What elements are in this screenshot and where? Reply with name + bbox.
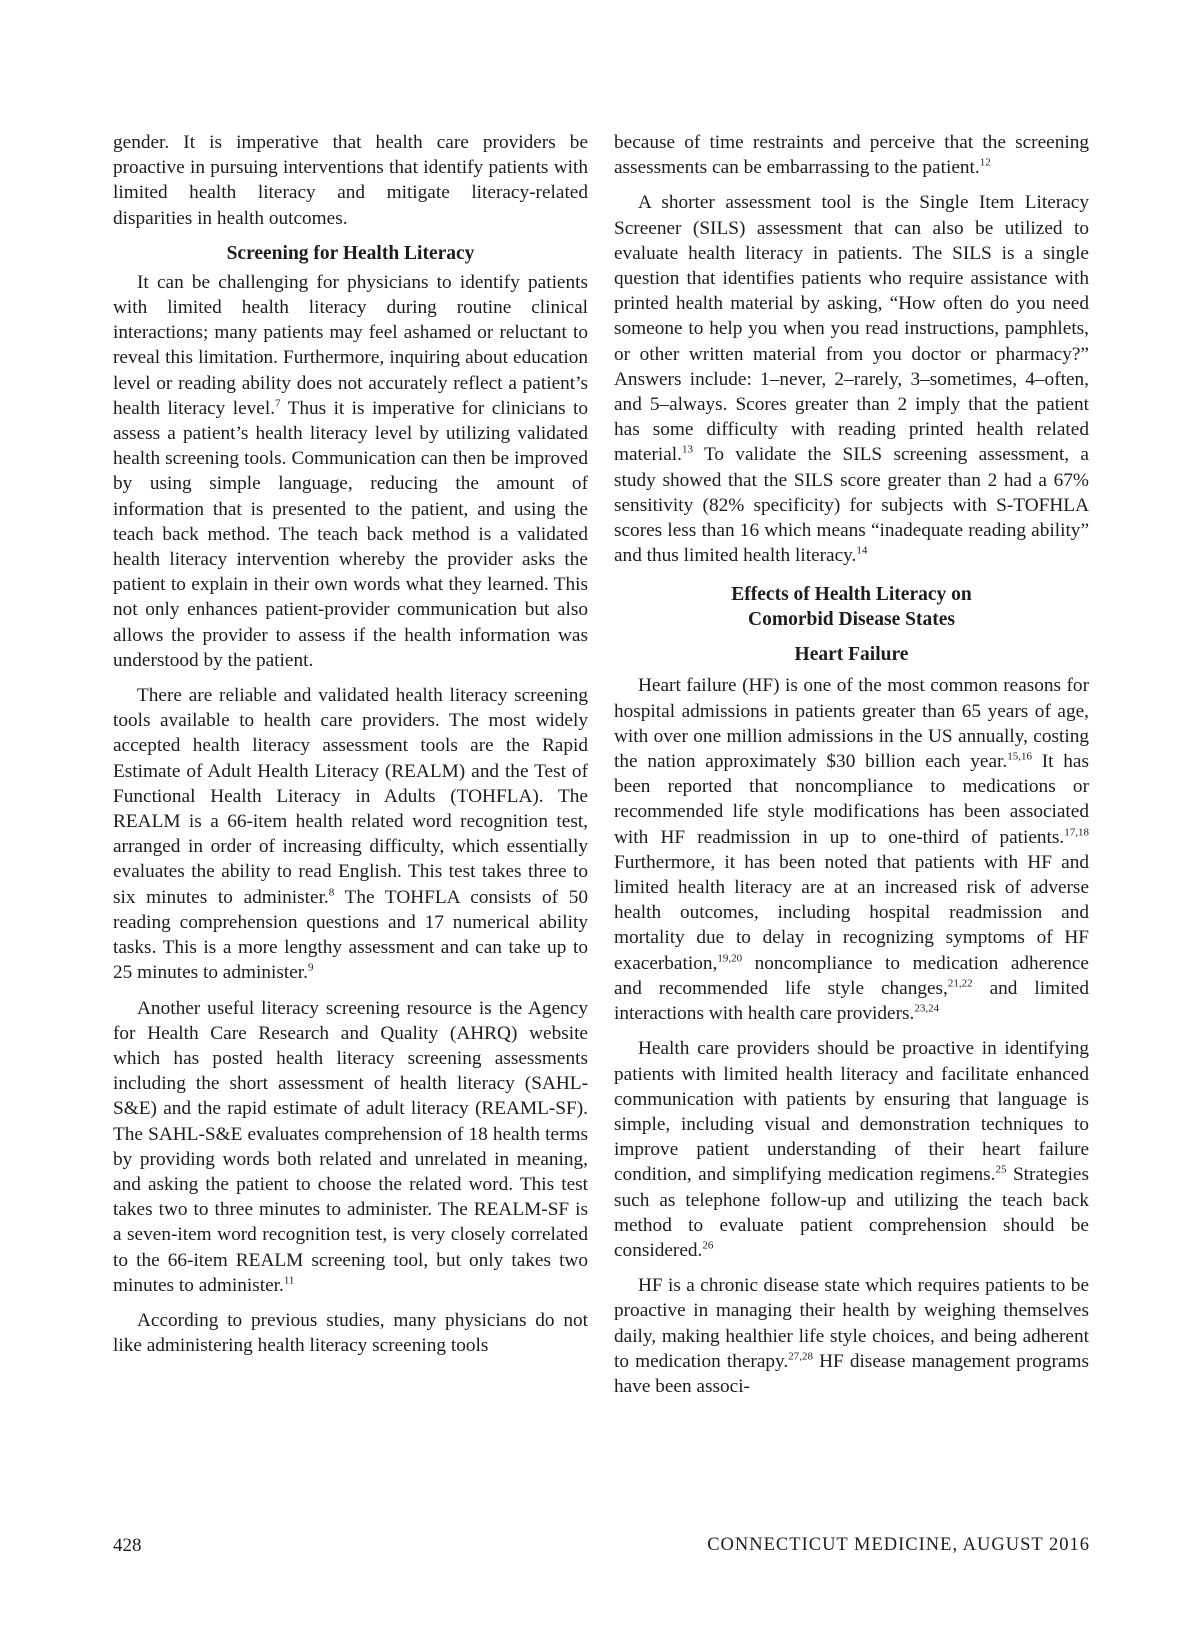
paragraph-text: Another useful literacy screening resource is the Agency for Health Care Research and Quality (AHRQ) website which has posted health literacy screening assessments including the short assessment of health literacy (SAHL-S&E) and the rapid estimate of adult literacy (REAML-SF). The SAHL-S&E evaluates comprehension of 18 health terms by providing words both related and unrelated in meaning, and asking the patient to choose the related word. This test takes two to three minutes to administer. The REALM-SF is a seven-item word recognition test, is very closely correlated to the 66-item REALM screening tool, but only takes two minutes to administer. <box>113 997 588 1296</box>
paragraph-text: Strategies such as telephone follow-up and utilizing the teach back method to evaluate patient comprehension should be considered. <box>614 1164 1089 1261</box>
paragraph <box>113 996 588 1298</box>
reference-superscript: 23,24 <box>914 1002 940 1015</box>
paragraph-text: The TOHFLA consists of 50 reading comprehension questions and 17 numerical ability tasks. This is a more lengthy assessment and can take up to 25 minutes to administer. <box>113 886 588 984</box>
paragraph <box>614 673 1089 1026</box>
paragraph <box>614 130 1089 180</box>
paragraph-text: A shorter assessment tool is the Single Item Literacy Screener (SILS) assessment that can also be utilized to evaluate health literacy in patients. The SILS is a single question that identifies patients who require assistance with printed health material by asking, “How often do you need someone to help you when you read instructions, pamphlets, or other written material from you doctor or pharmacy?” Answers include: 1–never, 2–rarely, 3–sometimes, 4–often, and 5–always. Scores greater than 2 imply that the patient has some difficulty with reading printed health related material. <box>614 192 1089 466</box>
reference-superscript: 27,28 <box>788 1350 813 1363</box>
reference-superscript: 14 <box>856 544 868 557</box>
reference-superscript: 17,18 <box>1064 826 1089 839</box>
reference-superscript: 13 <box>681 444 693 457</box>
journal-running-footer: CONNECTICUT MEDICINE, AUGUST 2016 <box>707 1535 1090 1555</box>
paragraph-text: To validate the SILS screening assessment, a study showed that the SILS score greater than 2 had a 67% sensitivity (82% specificity) for subjects with S-TOFHLA scores less than 16 which means “inadequate reading ability” and thus limited health literacy. <box>614 444 1089 567</box>
paragraph <box>614 1036 1089 1263</box>
section-heading-screening: Screening for Health Literacy <box>226 242 475 264</box>
paragraph-text: and limited interactions with health care providers. <box>614 977 1090 1025</box>
paragraph <box>614 1273 1089 1399</box>
paragraph-text: There are reliable and validated health literacy screening tools available to health care providers. The most widely accepted health literacy assessment tools are the Rapid Estimate of Adult Health Literacy (REALM) and the Test of Functional Health Literacy in Adults (TOHFLA). The REALM is a 66-item health related word recognition test, arranged in order of increasing difficulty, which essentially evaluates the ability to read English. This test takes three to six minutes to administer. <box>113 685 588 908</box>
reference-superscript: 11 <box>283 1274 295 1287</box>
paragraph-text: HF disease management programs have been associ- <box>614 1350 1090 1397</box>
paragraph-text: According to previous studies, many physicians do not like administering health literacy screening tools <box>113 1309 588 1357</box>
paragraph <box>113 1308 588 1358</box>
reference-superscript: 19,20 <box>717 952 743 965</box>
section-heading-line: Comorbid Disease States <box>748 609 955 631</box>
paragraph-text: gender. It is imperative that health care providers be proactive in pursuing interventions that identify patients with limited health literacy and mitigate literacy-related disparities in health outcomes. <box>113 132 588 229</box>
left-column <box>113 130 588 1368</box>
right-column <box>614 130 1089 1409</box>
reference-superscript: 12 <box>979 156 991 169</box>
page-number: 428 <box>113 1535 142 1556</box>
paragraph-text: noncompliance to medication adherence and recommended life style changes, <box>614 952 1089 999</box>
paragraph-text: because of time restraints and perceive that the screening assessments can be embarrassing to the patient. <box>614 132 1089 179</box>
reference-superscript: 9 <box>307 961 314 974</box>
paragraph-text: Heart failure (HF) is one of the most common reasons for hospital admissions in patients greater than 65 years of age, with over one million admissions in the US annually, costing the nation approximately $30 billion each year. <box>614 675 1089 773</box>
paragraph <box>113 130 588 231</box>
paragraph <box>614 190 1089 568</box>
reference-superscript: 8 <box>328 886 335 899</box>
paragraph-text: Furthermore, it has been noted that patients with HF and limited health literacy are at an increased risk of adverse health outcomes, including hospital readmission and mortality due to delay in recognizing symptoms of HF exacerbation, <box>614 851 1089 974</box>
reference-superscript: 15,16 <box>1007 750 1032 763</box>
reference-superscript: 21,22 <box>947 977 973 990</box>
section-heading-effects <box>614 582 1089 632</box>
reference-superscript: 26 <box>702 1239 714 1252</box>
reference-superscript: 7 <box>275 397 281 410</box>
paragraph-text: It has been reported that noncompliance to medications or recommended life style modifications has been associated with HF readmission in up to one-third of patients. <box>614 751 1089 848</box>
paragraph-text: It can be challenging for physicians to identify patients with limited health literacy during routine clinical interactions; many patients may feel ashamed or reluctant to reveal this limitation. Furthermore, inquiring about education level or reading ability does not accurately reflect a patient’s health literacy level. <box>113 271 588 419</box>
paragraph-text: HF is a chronic disease state which requires patients to be proactive in managing their health by weighing themselves daily, making healthier life style choices, and being adherent to medication therapy. <box>614 1275 1089 1372</box>
paragraph-text: Thus it is imperative for clinicians to assess a patient’s health literacy level by utilizing validated health screening tools. Communication can then be improved by using simple language, reducing the amount of information that is presented to the patient, and using the teach back method. The teach back method is a validated health literacy intervention whereby the provider asks the patient to explain in their own words what they learned. This not only enhances patient-provider communication but also allows the provider to assess if the health information was understood by the patient. <box>113 397 588 671</box>
reference-superscript: 25 <box>995 1163 1007 1176</box>
section-heading-line: Effects of Health Literacy on <box>731 584 972 606</box>
paragraph <box>113 683 588 985</box>
paragraph-text: Health care providers should be proactive in identifying patients with limited health literacy and facilitate enhanced communication with patients by ensuring that language is simple, including visual and demonstration techniques to improve patient understanding of their heart failure condition, and simplifying medication regimens. <box>614 1038 1089 1186</box>
paragraph <box>113 270 588 673</box>
subsection-heading-heart-failure: Heart Failure <box>794 644 909 666</box>
